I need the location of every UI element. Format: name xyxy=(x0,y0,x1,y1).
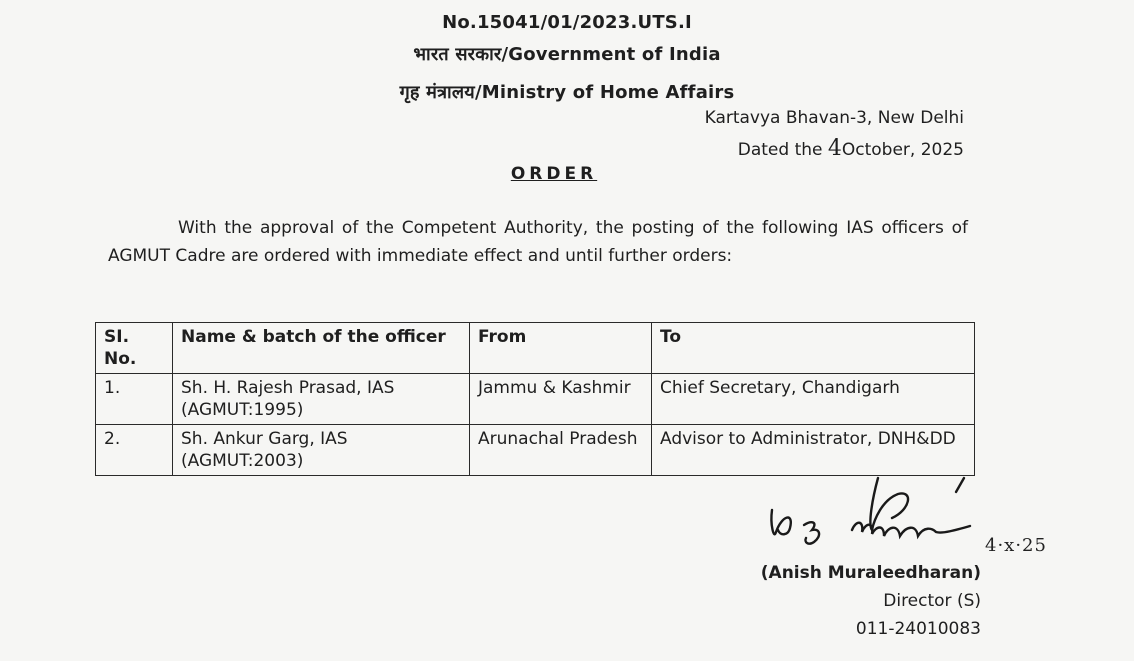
table-row xyxy=(96,425,975,476)
government-heading: भारत सरकार/Government of India xyxy=(413,44,721,65)
order-body-text: With the approval of the Competent Authority, the posting of the following IAS officers of AGMUT Cadre are ordered with immediate effect and until further orders: xyxy=(108,218,968,266)
cell-officer xyxy=(173,374,470,425)
officer-batch: (AGMUT:2003) xyxy=(181,451,304,471)
cell-sl: 1. xyxy=(96,374,173,425)
cell-from: Arunachal Pradesh xyxy=(470,425,652,476)
cell-sl: 2. xyxy=(96,425,173,476)
table-header-row xyxy=(96,323,975,374)
cell-from: Jammu & Kashmir xyxy=(470,374,652,425)
handwritten-signature xyxy=(760,470,1000,570)
office-address: Kartavya Bhavan-3, New Delhi xyxy=(704,108,964,128)
signatory-name: (Anish Muraleedharan) xyxy=(760,563,981,583)
dated-suffix: October, 2025 xyxy=(841,140,964,160)
order-number: No.15041/01/2023.UTS.I xyxy=(442,12,692,33)
cell-officer xyxy=(173,425,470,476)
officer-name: Sh. H. Rajesh Prasad, IAS xyxy=(181,378,395,398)
signature-date: 4·x·25 xyxy=(985,535,1047,556)
posting-table xyxy=(95,322,975,476)
header-name: Name & batch of the officer xyxy=(173,323,470,374)
table-row xyxy=(96,374,975,425)
cell-to: Chief Secretary, Chandigarh xyxy=(652,374,975,425)
officer-batch: (AGMUT:1995) xyxy=(181,400,304,420)
ministry-heading: गृह मंत्रालय/Ministry of Home Affairs xyxy=(399,82,735,103)
header-to: To xyxy=(652,323,975,374)
signatory-phone: 011-24010083 xyxy=(855,619,981,639)
handwritten-day: 4 xyxy=(827,136,842,161)
header-from: From xyxy=(470,323,652,374)
dated-prefix: Dated the xyxy=(737,140,823,160)
cell-to: Advisor to Administrator, DNH&DD xyxy=(652,425,975,476)
dated-line xyxy=(738,136,964,161)
order-title: ORDER xyxy=(510,164,598,184)
signatory-designation: Director (S) xyxy=(883,591,981,611)
header-sl-no: SI. No. xyxy=(96,323,173,374)
order-body xyxy=(108,214,968,270)
officer-name: Sh. Ankur Garg, IAS xyxy=(181,429,348,449)
